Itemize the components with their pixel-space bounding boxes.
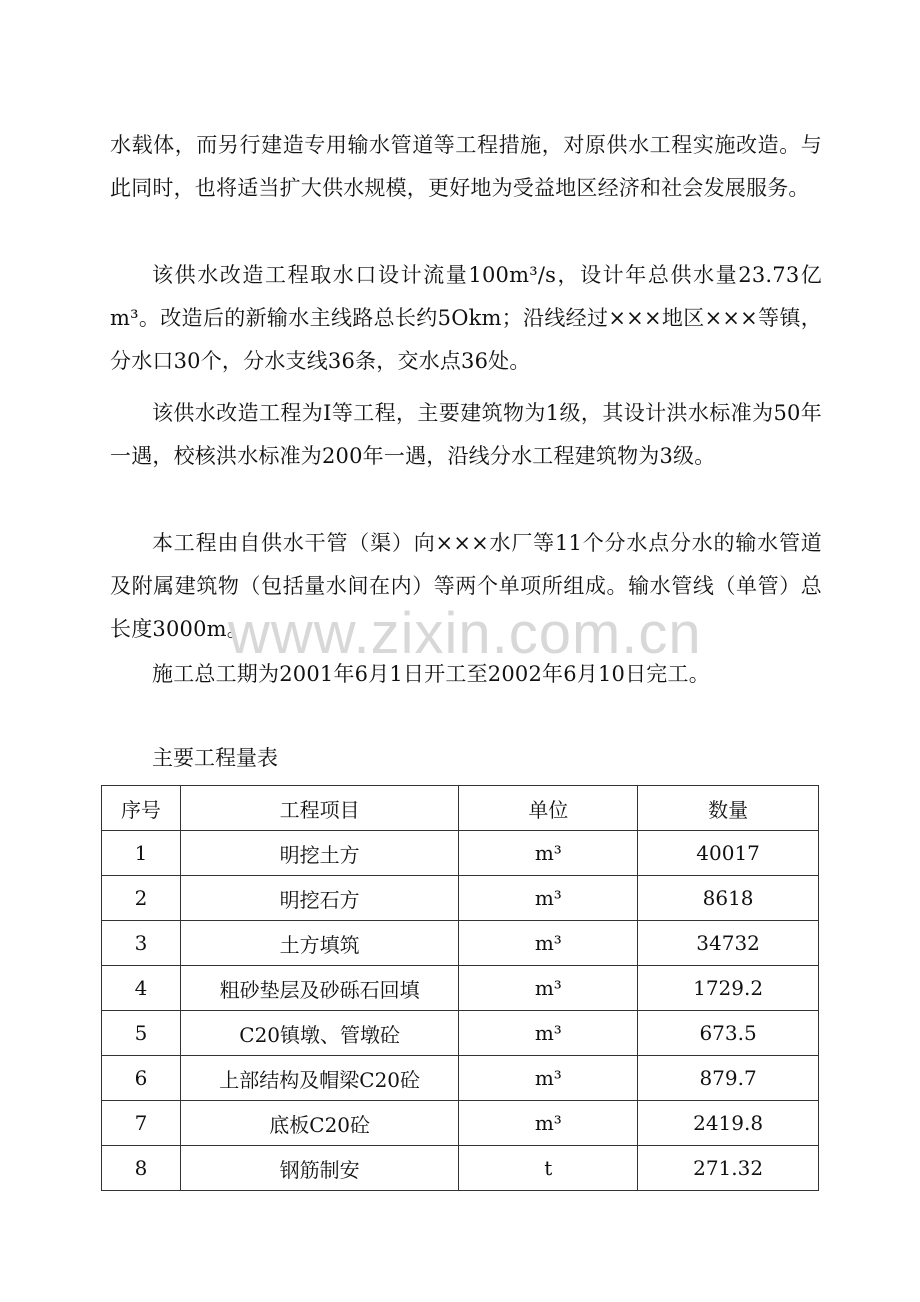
cell-item: 明挖石方 — [180, 876, 459, 921]
cell-qty: 673.5 — [638, 1011, 819, 1056]
cell-qty: 271.32 — [638, 1146, 819, 1191]
paragraph-3: 该供水改造工程为I等工程，主要建筑物为1级，其设计洪水标准为50年一遇，校核洪水标准为200年一遇，沿线分水工程建筑物为3级。 — [110, 401, 822, 468]
cell-no: 8 — [102, 1146, 181, 1191]
table-row — [102, 1146, 819, 1191]
table-row — [102, 1101, 819, 1146]
cell-item: 粗砂垫层及砂砾石回填 — [180, 966, 459, 1011]
cell-no: 6 — [102, 1056, 181, 1101]
cell-item: C20镇墩、管墩砼 — [180, 1011, 459, 1056]
cell-unit: m³ — [459, 876, 638, 921]
table-caption: 主要工程量表 — [152, 746, 278, 770]
table-row — [102, 921, 819, 966]
cell-unit: m³ — [459, 921, 638, 966]
cell-qty: 2419.8 — [638, 1101, 819, 1146]
cell-item: 上部结构及帽梁C20砼 — [180, 1056, 459, 1101]
cell-qty: 1729.2 — [638, 966, 819, 1011]
table-row — [102, 876, 819, 921]
cell-unit: m³ — [459, 1056, 638, 1101]
watermark: www.zixin.com.cn — [228, 601, 702, 666]
paragraph-4: 本工程由自供水干管（渠）向×××水厂等11个分水点分水的输水管道及附属建筑物（包括量水间在内）等两个单项所组成。输水管线（单管）总长度3000m。 — [110, 531, 822, 641]
paragraph-2: 该供水改造工程取水口设计流量100m³/s，设计年总供水量23.73亿m³。改造后的新输水主线路总长约5Okm；沿线经过×××地区×××等镇，分水口30个，分水支线36条，交水点36处。 — [110, 263, 822, 373]
cell-qty: 879.7 — [638, 1056, 819, 1101]
header-qty: 数量 — [638, 786, 819, 831]
cell-no: 7 — [102, 1101, 181, 1146]
cell-unit: m³ — [459, 966, 638, 1011]
cell-unit: t — [459, 1146, 638, 1191]
paragraph-5: 施工总工期为2001年6月1日开工至2002年6月10日完工。 — [152, 662, 710, 686]
cell-unit: m³ — [459, 831, 638, 876]
quantity-table — [101, 785, 819, 1191]
cell-no: 3 — [102, 921, 181, 966]
table-header-row — [102, 786, 819, 831]
cell-qty: 8618 — [638, 876, 819, 921]
table-row — [102, 1011, 819, 1056]
cell-no: 2 — [102, 876, 181, 921]
cell-qty: 40017 — [638, 831, 819, 876]
cell-item: 土方填筑 — [180, 921, 459, 966]
cell-item: 明挖土方 — [180, 831, 459, 876]
table-row — [102, 966, 819, 1011]
table-row — [102, 831, 819, 876]
paragraph-1: 水载体，而另行建造专用输水管道等工程措施，对原供水工程实施改造。与此同时，也将适当扩大供水规模，更好地为受益地区经济和社会发展服务。 — [110, 133, 822, 200]
header-unit: 单位 — [459, 786, 638, 831]
header-item: 工程项目 — [180, 786, 459, 831]
cell-no: 4 — [102, 966, 181, 1011]
cell-qty: 34732 — [638, 921, 819, 966]
cell-no: 1 — [102, 831, 181, 876]
cell-item: 钢筋制安 — [180, 1146, 459, 1191]
cell-item: 底板C20砼 — [180, 1101, 459, 1146]
cell-unit: m³ — [459, 1101, 638, 1146]
cell-unit: m³ — [459, 1011, 638, 1056]
cell-no: 5 — [102, 1011, 181, 1056]
table-row — [102, 1056, 819, 1101]
header-no: 序号 — [102, 786, 181, 831]
